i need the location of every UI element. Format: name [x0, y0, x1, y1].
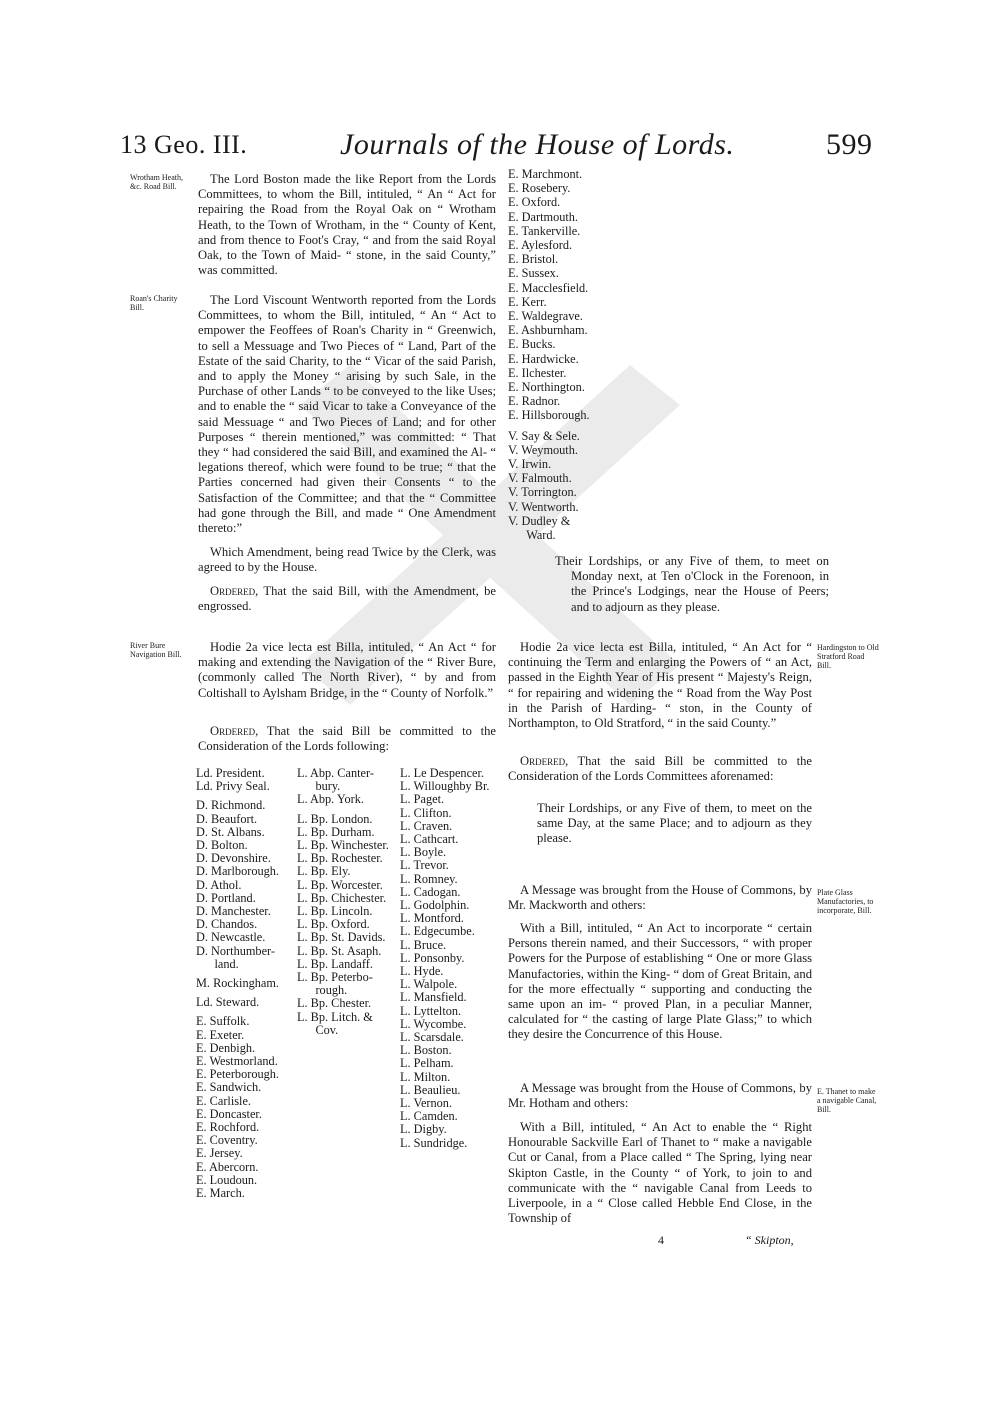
list-item: L. Bp. St. Asaph.	[297, 943, 382, 958]
list-item: land.	[196, 956, 239, 971]
list-item: E. Peterborough.	[196, 1067, 279, 1082]
list-item: L. Bp. Landaff.	[297, 956, 373, 971]
ordered-label: Ordered,	[520, 754, 569, 768]
lords-list-right	[508, 167, 618, 542]
paragraph-message-hotham: A Message was brought from the House of Commons, by Mr. Hotham and others:	[508, 1081, 812, 1111]
list-item: E. Jersey.	[196, 1146, 243, 1161]
margin-note-thanet: E. Thanet to make a navigable Canal, Bill.	[817, 1087, 877, 1114]
list-item: E. Sussex.	[508, 266, 559, 281]
ordered-label: Ordered,	[210, 724, 259, 738]
list-item: E. Radnor.	[508, 394, 561, 409]
catchword: “ Skipton,	[745, 1233, 794, 1247]
list-item: E. Bristol.	[508, 252, 559, 267]
list-item: V. Irwin.	[508, 457, 552, 472]
list-item: E. Loudoun.	[196, 1172, 258, 1187]
list-item: L. Willoughby Br.	[400, 779, 490, 794]
list-item: L. Milton.	[400, 1069, 451, 1084]
list-item: E. Dartmouth.	[508, 209, 579, 224]
list-item: V. Wentworth.	[508, 499, 579, 514]
list-item: V. Say & Sele.	[508, 428, 580, 443]
paragraph-ordered-committed	[198, 724, 496, 754]
list-item: E. Hardwicke.	[508, 351, 579, 366]
paragraph-river-bure: Hodie 2a vice lecta est Billa, intituled, “ An Act “ for making and extending the Navigation of the “ River Bure, (commonly called The North River), “ by and from Coltishall to Aylsham Bridge, in the “ County of Norfolk.”	[198, 640, 496, 700]
list-item: E. Sandwich.	[196, 1080, 262, 1095]
list-item: L. Abp. Canter-	[297, 766, 374, 780]
list-item: E. Oxford.	[508, 195, 561, 210]
list-item: L. Le Despencer.	[400, 766, 484, 780]
list-item: E. Denbigh.	[196, 1040, 256, 1055]
list-item: E. March.	[196, 1186, 245, 1201]
list-item: V. Falmouth.	[508, 471, 572, 486]
lords-list-column-1	[196, 767, 296, 1200]
paragraph-boston-report: The Lord Boston made the like Report from the Lords Committees, to whom the Bill, intituled, “ An “ Act for repairing the Road from the Royal Oak on “ Wrotham Heath, to the Town of Wrotham, in the “ County of Kent, and from thence to Foot's Cray, “ and from the said Royal Oak, to the Town of Maid- “ stone, in the said County,” was committed.	[198, 172, 496, 278]
list-item: L. Craven.	[400, 818, 453, 833]
list-item: L. Bp. Chester.	[297, 996, 372, 1011]
list-item: L. Sundridge.	[400, 1135, 468, 1150]
list-item: M. Rockingham.	[196, 976, 279, 991]
list-item: V. Torrington.	[508, 485, 577, 500]
list-item: L. Clifton.	[400, 805, 452, 820]
list-item: E. Ashburnham.	[508, 323, 588, 338]
paragraph-meet-same-day: Their Lordships, or any Five of them, to meet on the same Day, at the same Place; and to adjourn as they please.	[537, 801, 812, 846]
list-item: L. Montford.	[400, 911, 464, 926]
list-item: D. Marlborough.	[196, 864, 279, 879]
paragraph-wentworth-report: The Lord Viscount Wentworth reported from the Lords Committees, to whom the Bill, intituled, “ An “ Act to empower the Feoffees of Roan's Charity in “ Greenwich, to sell a Messuage and Two Pieces of “ Land, Part of the Estate of the said Charity, to the “ Vicar of the said Parish, and to apply the Money “ arising by such Sale, in the Purchase of other Lands “ to be conveyed to the like Uses; and to enable the “ said Vicar to take a Conveyance of the said Messuage “ and Two Pieces of Land; and for other Purposes “ therein mentioned,” was committed: “ That they “ had considered the said Bill, and examined the Al- “ legations thereof, which were found to be true; “ that the Parties concerned had given their Consents “ to the Satisfaction of the Committee; and that the “ Committee had gone through the Bill, and made “ One Amendment thereto:”	[198, 293, 496, 536]
ordered-text: That the said Bill be committed to the Consideration of the Lords Committees aforenamed:	[508, 754, 812, 784]
list-item: D. Devonshire.	[196, 851, 271, 866]
list-item: L. Lyttelton.	[400, 1003, 462, 1018]
list-item: L. Godolphin.	[400, 898, 470, 913]
list-item: E. Aylesford.	[508, 238, 573, 253]
list-item: E. Tankerville.	[508, 223, 581, 238]
list-item: E. Westmorland.	[196, 1054, 278, 1069]
list-item: L. Pelham.	[400, 1056, 454, 1071]
lords-list-column-2	[297, 767, 401, 1037]
list-item: L. Wycombe.	[400, 1016, 467, 1031]
list-item: E. Rosebery.	[508, 181, 571, 196]
list-item: Cov.	[297, 1022, 339, 1037]
list-item: E. Ilchester.	[508, 365, 567, 380]
list-item: L. Beaulieu.	[400, 1082, 461, 1097]
list-item: L. Edgecumbe.	[400, 924, 475, 939]
list-item: D. Newcastle.	[196, 930, 266, 945]
list-item: E. Hillsborough.	[508, 408, 590, 423]
list-item: L. Bp. Durham.	[297, 824, 375, 839]
list-item: L. Bp. London.	[297, 811, 373, 826]
list-item: Ld. Privy Seal.	[196, 779, 270, 794]
list-item: E. Waldegrave.	[508, 309, 583, 324]
list-item: L. Cadogan.	[400, 884, 461, 899]
list-item: L. Bp. Ely.	[297, 864, 351, 879]
ordered-text: That the said Bill be committed to the Consideration of the Lords following:	[198, 724, 496, 754]
paragraph-plate-glass-bill: With a Bill, intituled, “ An Act to incorporate “ certain Persons therein named, and their Successors, “ with proper Powers for the Purpose of establishing “ One or more Glass Manufactories, within the King- “ dom of Great Britain, and for the more effectually “ supporting and conducting the same upon an im- “ proved Plan, in a peculiar Manner, calculated for “ the casting of large Plate Glass;” to which they desire the Concurrence of this House.	[508, 921, 812, 1042]
paragraph-hardingston-bill: Hodie 2a vice lecta est Billa, intituled, “ An Act for “ continuing the Term and enlarging the Powers of “ an Act, passed in the Eighth Year of His present “ Majesty's Reign, “ for repairing and widening the “ Road from the Way Post in the Parish of Harding- “ ston, in the County of Northampton, to Old Stratford, “ in the said County.”	[508, 640, 812, 731]
ordered-text: That the said Bill, with the Amendment, be engrossed.	[198, 584, 496, 614]
list-item: E. Abercorn.	[196, 1159, 259, 1174]
list-item: L. Mansfield.	[400, 990, 467, 1005]
list-item: V. Dudley &	[508, 513, 571, 528]
lords-list-column-3	[400, 767, 504, 1150]
list-item: bury.	[297, 779, 341, 794]
list-item: D. Bolton.	[196, 838, 248, 853]
list-item: D. St. Albans.	[196, 824, 265, 839]
paragraph-thanet-bill: With a Bill, intituled, “ An Act to enable the “ Right Honourable Sackville Earl of Thanet to “ make a navigable Cut or Canal, from a Place called “ The Spring, lying near Skipton Castle, in the County “ of York, to join to and communicate with the “ navigable Canal from Leeds to Liverpoole, in a “ Close called Hebble End Close, in the Township of	[508, 1120, 812, 1226]
list-item: E. Coventry.	[196, 1133, 258, 1148]
margin-note-wrotham: Wrotham Heath, &c. Road Bill.	[130, 173, 183, 191]
list-item: E. Macclesfield.	[508, 280, 589, 295]
running-head-left: 13 Geo. III.	[120, 130, 248, 159]
list-item: L. Boston.	[400, 1043, 452, 1058]
list-item: E. Suffolk.	[196, 1014, 250, 1029]
list-item: L. Bp. St. Davids.	[297, 930, 386, 945]
list-item: E. Exeter.	[196, 1027, 245, 1042]
paragraph-meet-monday: Their Lordships, or any Five of them, to meet on Monday next, at Ten o'Clock in the Forenoon, in the Prince's Lodgings, near the House of Peers; and to adjourn as they please.	[555, 554, 829, 614]
paragraph-ordered-aforenamed	[508, 754, 812, 784]
list-item: D. Athol.	[196, 877, 242, 892]
page-number: 599	[826, 128, 873, 161]
list-item: D. Beaufort.	[196, 811, 258, 826]
list-item: L. Walpole.	[400, 977, 458, 992]
list-item: L. Bp. Peterbo-	[297, 970, 373, 985]
list-item: L. Vernon.	[400, 1096, 453, 1111]
list-item: L. Bp. Oxford.	[297, 917, 370, 932]
list-item: L. Bp. Rochester.	[297, 851, 383, 866]
list-item: L. Digby.	[400, 1122, 447, 1137]
list-item: L. Boyle.	[400, 845, 447, 860]
list-item: Ld. Steward.	[196, 995, 260, 1010]
list-item: L. Bp. Litch. &	[297, 1009, 373, 1024]
list-item: L. Bp. Worcester.	[297, 877, 383, 892]
list-item: D. Richmond.	[196, 798, 266, 813]
list-item: E. Northington.	[508, 380, 585, 395]
margin-note-hardingston: Hardingston to Old Stratford Road Bill.	[817, 643, 879, 670]
list-item: D. Chandos.	[196, 917, 258, 932]
margin-note-river-bure: River Bure Navigation Bill.	[130, 641, 182, 659]
list-item: L. Bruce.	[400, 937, 447, 952]
list-item: L. Cathcart.	[400, 832, 459, 847]
page-title: Journals of the House of Lords.	[340, 128, 735, 161]
list-item: D. Portland.	[196, 890, 256, 905]
ordered-label: Ordered,	[210, 584, 259, 598]
list-item: rough.	[297, 983, 348, 998]
list-item: E. Kerr.	[508, 294, 547, 309]
list-item: E. Doncaster.	[196, 1106, 262, 1121]
list-item: E. Marchmont.	[508, 167, 583, 181]
list-item: L. Scarsdale.	[400, 1030, 464, 1045]
list-item: L. Trevor.	[400, 858, 449, 873]
list-item: L. Romney.	[400, 871, 458, 886]
list-item: L. Bp. Chichester.	[297, 890, 387, 905]
list-item: Ld. President.	[196, 766, 265, 780]
paragraph-message-mackworth: A Message was brought from the House of Commons, by Mr. Mackworth and others:	[508, 883, 812, 913]
list-item: Ward.	[508, 528, 556, 543]
list-item: L. Ponsonby.	[400, 950, 465, 965]
list-item: E. Bucks.	[508, 337, 556, 352]
list-item: E. Carlisle.	[196, 1093, 251, 1108]
list-item: L. Hyde.	[400, 964, 444, 979]
list-item: L. Abp. York.	[297, 792, 364, 807]
paragraph-amendment-agreed: Which Amendment, being read Twice by the Clerk, was agreed to by the House.	[198, 545, 496, 575]
signature-mark: 4	[658, 1233, 664, 1247]
list-item: D. Manchester.	[196, 904, 271, 919]
list-item: L. Paget.	[400, 792, 445, 807]
list-item: D. Northumber-	[196, 943, 275, 958]
list-item: V. Weymouth.	[508, 442, 578, 457]
margin-note-roans-charity: Roan's Charity Bill.	[130, 294, 178, 312]
list-item: L. Bp. Winchester.	[297, 838, 389, 853]
list-item: L. Camden.	[400, 1109, 458, 1124]
paragraph-ordered-engrossed	[198, 584, 496, 614]
margin-note-plate-glass: Plate Glass Manufactories, to incorporate, Bill.	[817, 888, 874, 915]
list-item: L. Bp. Lincoln.	[297, 904, 373, 919]
list-item: E. Rochford.	[196, 1120, 260, 1135]
